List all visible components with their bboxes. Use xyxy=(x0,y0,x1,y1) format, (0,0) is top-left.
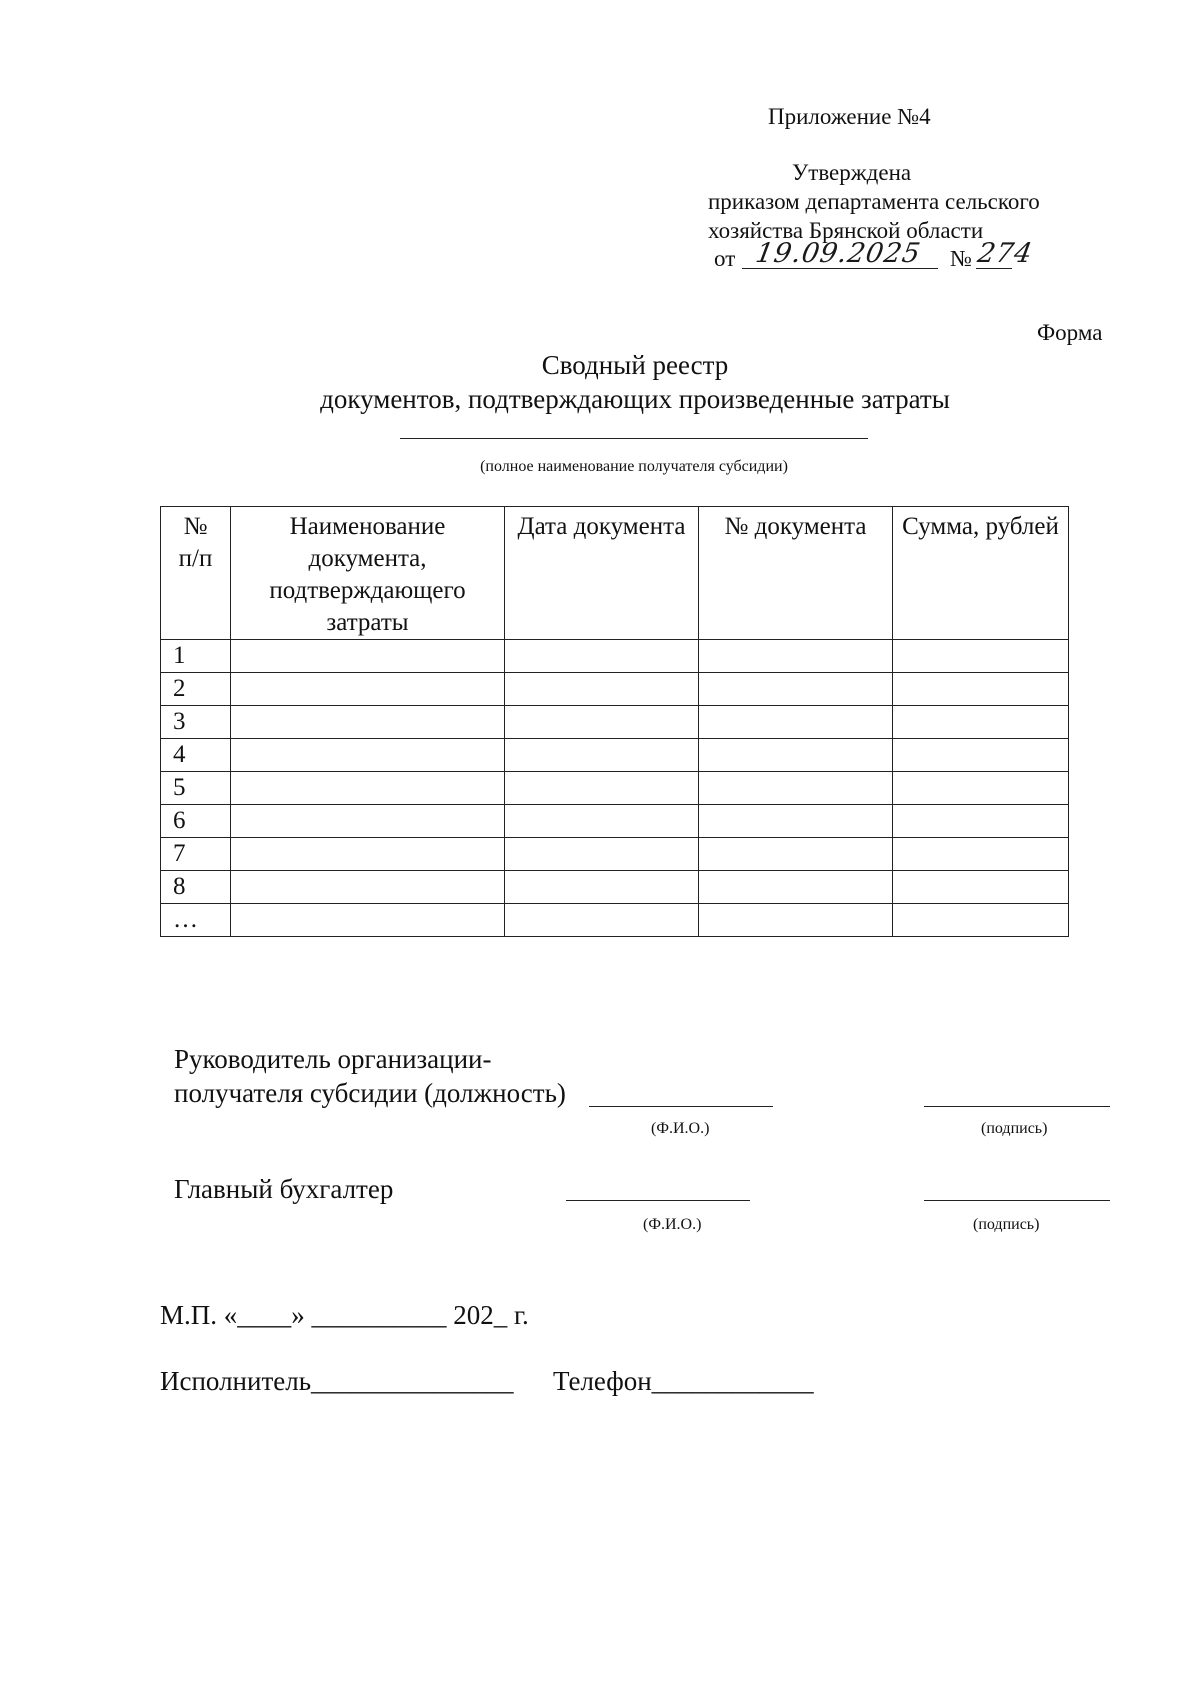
row-index: 6 xyxy=(161,805,231,838)
header-amount: Сумма, рублей xyxy=(893,507,1069,640)
table-row xyxy=(161,739,1069,772)
recipient-caption: (полное наименование получателя субсидии) xyxy=(480,458,788,475)
form-label: Форма xyxy=(1037,320,1103,345)
chief-signature-caption: (подпись) xyxy=(973,1216,1040,1233)
table-row xyxy=(161,640,1069,673)
table-row xyxy=(161,673,1069,706)
chief-fio-caption: (Ф.И.О.) xyxy=(643,1216,702,1233)
order-number-handwritten: 274 xyxy=(975,238,1036,269)
table-row xyxy=(161,838,1069,871)
chief-accountant-label: Главный бухгалтер xyxy=(174,1174,394,1204)
row-index: 7 xyxy=(161,838,231,871)
registry-table xyxy=(160,506,1069,937)
header-doc-date: Дата документа xyxy=(505,507,699,640)
header-doc-number: № документа xyxy=(699,507,893,640)
row-index: 1 xyxy=(161,640,231,673)
approved-label: Утверждена xyxy=(792,160,912,185)
header-doc-name: Наименование документа, подтверждающего затраты xyxy=(231,507,505,640)
row-index: … xyxy=(161,904,231,937)
table-row xyxy=(161,772,1069,805)
order-line-2: хозяйства Брянской области xyxy=(708,218,984,243)
header-index: № п/п xyxy=(161,507,231,640)
head-fio-caption: (Ф.И.О.) xyxy=(651,1120,710,1137)
table-row xyxy=(161,904,1069,937)
chief-fio-line xyxy=(566,1200,750,1201)
stamp-date-line: М.П. «____» __________ 202_ г. xyxy=(160,1300,529,1330)
head-signature-caption: (подпись) xyxy=(981,1120,1048,1137)
order-from-label: от xyxy=(714,246,736,271)
order-line-1: приказом департамента сельского xyxy=(708,189,1040,214)
appendix-label: Приложение №4 xyxy=(768,104,931,129)
table-row xyxy=(161,871,1069,904)
row-index: 8 xyxy=(161,871,231,904)
head-fio-line xyxy=(589,1106,773,1107)
table-header-row xyxy=(161,507,1069,640)
head-title-line-1: Руководитель организации- xyxy=(174,1044,492,1074)
row-index: 2 xyxy=(161,673,231,706)
page-title: Сводный реестр xyxy=(541,350,729,380)
head-signature-line xyxy=(924,1106,1110,1107)
page-subtitle: документов, подтверждающих произведенные затраты xyxy=(320,384,950,414)
head-title-line-2: получателя субсидии (должность) xyxy=(174,1078,566,1108)
executor-line: Исполнитель_______________ xyxy=(160,1366,514,1396)
order-number-label: № xyxy=(950,246,972,271)
order-date-number-line xyxy=(714,240,1074,276)
order-date-handwritten: 19.09.2025 xyxy=(753,238,924,269)
recipient-name-line xyxy=(400,438,868,439)
phone-line: Телефон____________ xyxy=(553,1366,814,1396)
row-index: 5 xyxy=(161,772,231,805)
row-index: 4 xyxy=(161,739,231,772)
row-index: 3 xyxy=(161,706,231,739)
table-row xyxy=(161,805,1069,838)
table-row xyxy=(161,706,1069,739)
chief-signature-line xyxy=(924,1200,1110,1201)
